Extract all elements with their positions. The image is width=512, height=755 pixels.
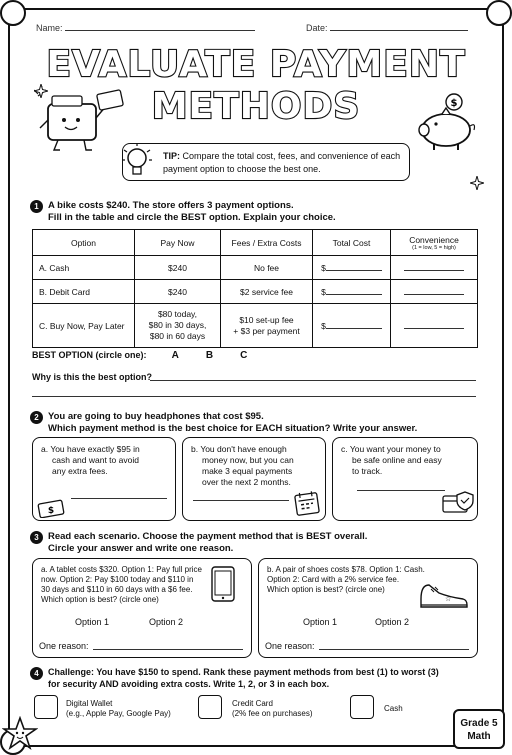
option-2-b[interactable]: Option 2 [375,617,410,627]
date-label: Date: [306,23,328,33]
option-1-a[interactable]: Option 1 [75,617,110,627]
table-row [33,304,478,348]
question-2-line2: Which payment method is the best choice for EACH situation? Write your answer. [48,423,418,434]
row-option: C. Buy Now, Pay Later [33,304,135,348]
tip-text: Compare the total cost, fees, and convenience of each payment option to choose the best one. [163,151,401,174]
question-1-line2: Fill in the table and circle the BEST option. Explain your choice. [48,212,336,223]
why-row [32,371,152,383]
question-4-text [48,666,439,690]
total-cost-field[interactable]: $ [313,304,391,348]
row-fees: No fee [221,256,313,280]
row-fees: $10 set-up fee + $3 per payment [221,304,313,348]
question-3-text [48,531,367,555]
question-4-line1: Challenge: You have $150 to spend. Rank these payment methods from best (1) to worst (3) [48,667,439,677]
col-header-fees: Fees / Extra Costs [221,230,313,256]
piggy-bank-icon [416,92,480,152]
scenario-a: a. A tablet costs $320. Option 1: Pay full price now. Option 2: Pay $100 today and $110 in 30 days and $110 in 60 days with a $6 fee. Which option is best? (circle one) Option 1 Option 2 One reason: [32,558,252,658]
lightbulb-icon [119,140,155,184]
row-fees: $2 service fee [221,280,313,304]
table-row [33,280,478,304]
convenience-label: Convenience [409,234,459,245]
table-header-row [33,230,478,256]
digital-wallet-label: Digital Wallet (e.g., Apple Pay, Google Pay) [66,699,171,718]
choice-c[interactable]: C [240,350,248,361]
convenience-scale: (1 = low, 5 = high) [412,244,456,251]
reason-line-b[interactable] [319,649,469,650]
page-title-line1: EVALUATE PAYMENT [46,44,466,85]
col-header-convenience [391,230,478,256]
best-option-label: BEST OPTION (circle one): [32,350,147,360]
grade-subject: Math [467,731,491,742]
sparkle-icon [470,176,484,190]
scenario-b: b. A pair of shoes costs $78. Option 1: Cash. Option 2: Card with a 2% service fee. Which option is best? (circle one) ☆ Option 1 Option 2 One reason: [258,558,478,658]
tip-box [122,143,410,181]
table-row [33,256,478,280]
svg-text:$: $ [47,506,55,516]
question-4-number: 4 [30,667,43,680]
col-header-total: Total Cost [313,230,391,256]
convenience-field[interactable] [391,280,478,304]
scenario-card-a: a. You have exactly $95 in cash and want to avoid any extra fees. $ [32,437,176,521]
row-option: A. Cash [33,256,135,280]
star-mascot-icon [2,716,38,752]
name-field[interactable] [36,23,255,33]
question-3-line2: Circle your answer and write one reason. [48,543,234,554]
reason-line-a[interactable] [93,649,243,650]
question-1-number: 1 [30,200,43,213]
question-2-line1: You are going to buy headphones that cost $95. [48,411,264,422]
convenience-field[interactable] [391,304,478,348]
row-pay-now: $240 [135,256,221,280]
payment-options-table [32,229,478,348]
credit-card-label: Credit Card (2% fee on purchases) [232,699,313,718]
tablet-icon [209,565,237,605]
name-label: Name: [36,23,63,33]
best-option-row [32,349,247,362]
question-4-line2: for security AND avoiding extra costs. Write 1, 2, or 3 in each box. [48,679,330,689]
total-cost-field[interactable]: $ [313,280,391,304]
choice-b[interactable]: B [205,350,214,361]
question-3-number: 3 [30,531,43,544]
why-label: Why is this the best option? [32,372,152,382]
calendar-icon [293,488,323,518]
corner-circle [0,0,26,26]
why-answer-line[interactable] [150,380,476,381]
sneaker-icon [417,579,469,609]
col-header-option: Option [33,230,135,256]
corner-circle [486,0,512,26]
secure-card-icon [441,490,475,518]
scenario-card-b: b. You don't have enough money now, but you can make 3 equal payments over the next 2 months. [182,437,326,521]
cash-icon [37,496,67,518]
question-1-line1: A bike costs $240. The store offers 3 payment options. [48,200,294,211]
why-answer-line-2[interactable] [32,396,476,397]
answer-line-a[interactable] [71,498,167,499]
convenience-field[interactable] [391,256,478,280]
option-2-a[interactable]: Option 2 [149,617,184,627]
svg-text:$: $ [450,98,458,109]
question-1-text [48,200,336,224]
answer-line-b[interactable] [193,500,289,501]
option-1-b[interactable]: Option 1 [303,617,338,627]
rank-box-cash[interactable] [350,695,374,719]
total-cost-field[interactable]: $ [313,256,391,280]
choice-a[interactable]: A [171,350,179,361]
answer-line-c[interactable] [357,490,445,491]
col-header-pay-now: Pay Now [135,230,221,256]
svg-text:☆: ☆ [445,595,452,603]
reason-row-a: One reason: [39,641,89,651]
row-pay-now: $80 today, $80 in 30 days, $80 in 60 days [135,304,221,348]
row-option: B. Debit Card [33,280,135,304]
cash-label: Cash [384,704,403,713]
rank-box-credit-card[interactable] [198,695,222,719]
reason-row-b: One reason: [265,641,315,651]
question-2-text [48,411,417,435]
row-pay-now: $240 [135,280,221,304]
date-field[interactable] [306,23,468,33]
scenario-card-c: c. You want your money to be safe online and easy to track. [332,437,478,521]
question-2-number: 2 [30,411,43,424]
grade-badge [453,709,505,749]
sparkle-icon [34,84,48,98]
tip-label: TIP: [163,151,180,161]
page-title-line2: METHODS [151,86,361,127]
question-3-line1: Read each scenario. Choose the payment method that is BEST overall. [48,531,368,542]
grade-level: Grade 5 [460,718,498,729]
